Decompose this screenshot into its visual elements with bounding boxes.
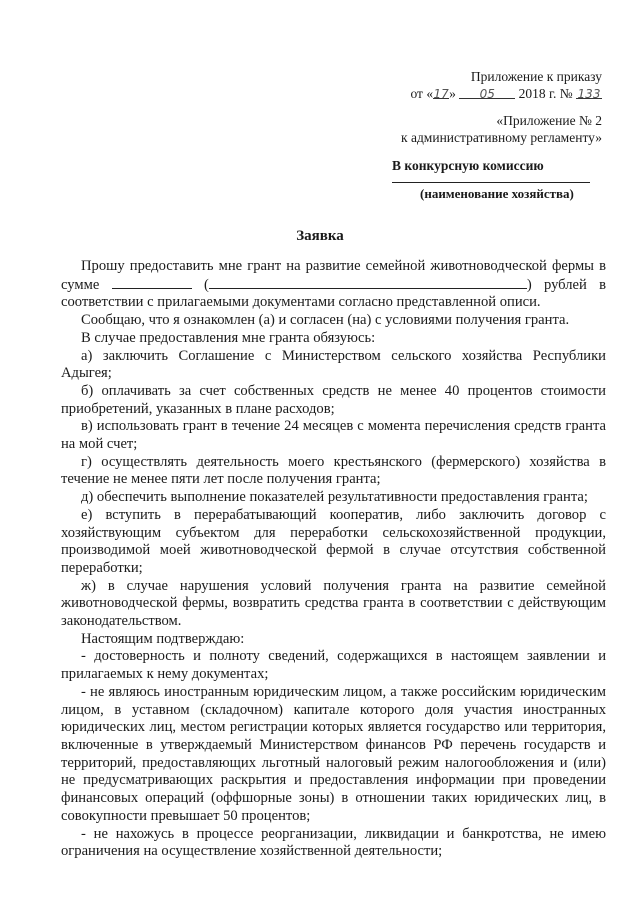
- order-annex-header: [410, 68, 602, 102]
- obligation-item-g: г) осуществлять деятельность моего крестьянского (фермерского) хозяйства в течение не менее пяти лет после получения гранта;: [61, 453, 606, 488]
- annex-day: 17: [433, 87, 449, 101]
- confirmation-item-1: - достоверность и полноту сведений, содержащихся в настоящем заявлении и прилагаемых к нему документах;: [61, 648, 606, 683]
- annex-number: 133: [577, 87, 601, 101]
- obligation-item-v: в) использовать грант в течение 24 месяцев с момента перечисления средств гранта на мой счет;: [61, 418, 606, 453]
- confirmation-item-3: - не нахожусь в процессе реорганизации, ликвидации и банкротства, не имею ограничения на осуществление хозяйственной деятельности;: [61, 825, 606, 860]
- document-title: Заявка: [296, 228, 344, 244]
- amount-words-field: [209, 276, 527, 289]
- amount-paren-open: (: [203, 276, 209, 293]
- acknowledgement-paragraph: Сообщаю, что я ознакомлен (а) и согласен (на) с условиями получения гранта.: [81, 312, 570, 329]
- annex-date-prefix: от «: [410, 86, 434, 101]
- amount-digits-field: [112, 276, 192, 289]
- obligations-intro: В случае предоставления мне гранта обязуюсь:: [81, 329, 376, 346]
- amount-paren-close-text: ) рублей в соответствии с прилагаемыми документами согласно представленной описи.: [61, 276, 606, 311]
- appendix-line-1: «Приложение № 2: [496, 113, 602, 128]
- confirmation-item-2: - не являюсь иностранным юридическим лицом, а также российским юридическим лицом, в уставном (складочном) капитале которого доля участия иностранных юридических лиц, местом регистрации которых является государство или территория, включенные в утверждаемый Министерством финансов РФ перечень государств и территорий, предоставляющих льготный налоговый режим налогообложения и (или) не предусматривающих раскрытия и предоставления информации при проведении финансовых операций (оффшорные зоны) в отношении таких юридических лиц, в совокупности превышает 50 процентов;: [61, 683, 606, 824]
- grant-request-text: Прошу предоставить мне грант на развитие семейной животноводческой фермы в сумме: [61, 258, 606, 293]
- annex-month: 05: [459, 86, 515, 99]
- annex-quote-close: »: [449, 86, 456, 101]
- appendix-line-2: к административному регламенту»: [401, 130, 602, 145]
- commission-addressee: В конкурсную комиссию: [392, 158, 544, 173]
- farm-name-line: [392, 182, 590, 183]
- annex-title: Приложение к приказу: [470, 69, 602, 84]
- confirmation-intro: Настоящим подтверждаю:: [81, 630, 245, 647]
- farm-name-caption: (наименование хозяйства): [420, 186, 574, 201]
- annex-date-line: [410, 85, 602, 102]
- obligation-item-zh: ж) в случае нарушения условий получения гранта на развитие семейной животноводческой фермы, возвратить средства гранта в соответствии с действующим законодательством.: [61, 577, 606, 630]
- application-body: [61, 258, 606, 861]
- regulation-appendix-header: [401, 112, 602, 146]
- obligation-item-d: д) обеспечить выполнение показателей результативности предоставления гранта;: [81, 489, 588, 506]
- annex-year: 2018 г.: [518, 86, 557, 101]
- annex-number-sign: №: [559, 86, 573, 101]
- grant-request-paragraph: [61, 258, 606, 312]
- obligation-item-a: а) заключить Соглашение с Министерством сельского хозяйства Республики Адыгея;: [61, 347, 606, 382]
- obligation-item-b: б) оплачивать за счет собственных средств не менее 40 процентов стоимости приобретений, указанных в плане расходов;: [61, 382, 606, 417]
- obligation-item-e: е) вступить в перерабатывающий кооператив, либо заключить договор с хозяйствующим субъектом для переработки сельскохозяйственной продукции, производимой моей животноводческой фермой в случае отсутствия собственной переработки;: [61, 506, 606, 576]
